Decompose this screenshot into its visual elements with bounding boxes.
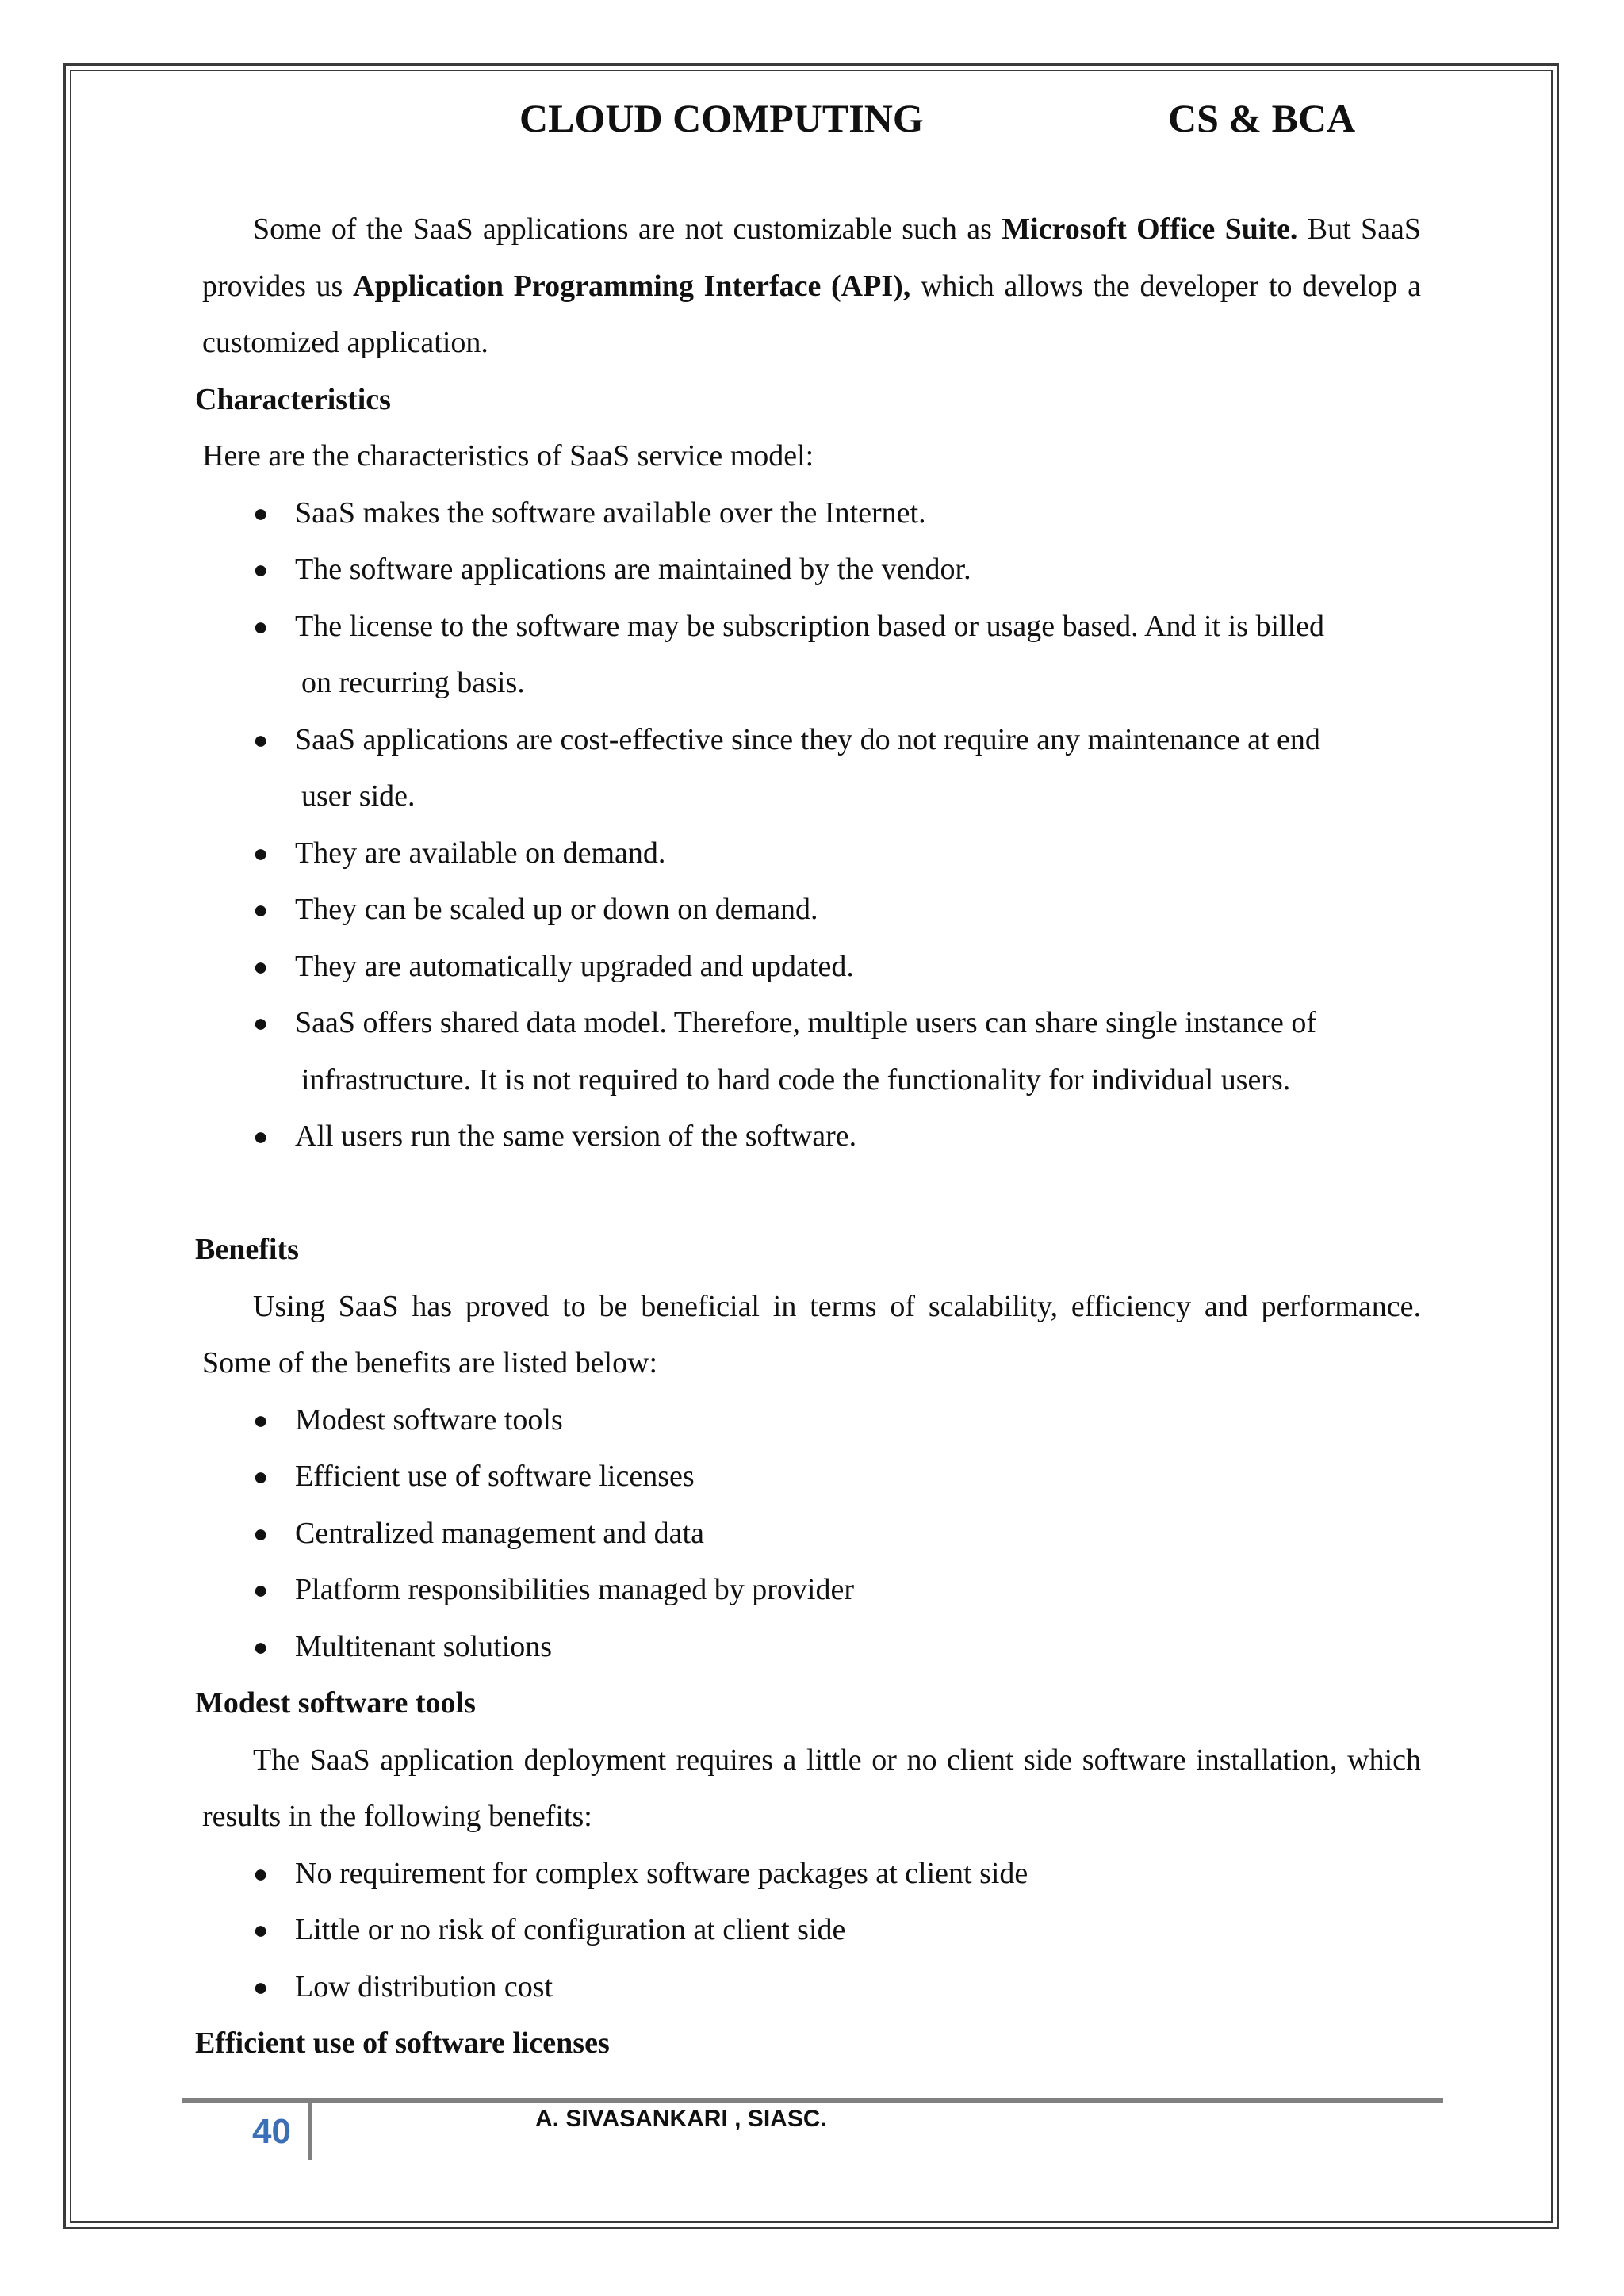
list-item-text: The software applications are maintained by the vendor. xyxy=(295,553,971,586)
list-item-text: SaaS makes the software available over the Internet. xyxy=(295,496,926,530)
intro-bold-1: Microsoft Office Suite. xyxy=(1002,212,1298,246)
bullet-icon: ● xyxy=(253,1858,269,1888)
list-item-text: The license to the software may be subscription based or usage based. And it is billed xyxy=(295,609,1325,643)
bullet-icon: ● xyxy=(253,1972,269,2001)
header-course: CS & BCA xyxy=(1168,96,1356,140)
intro-text-3: which allows the developer to develop a customized application. xyxy=(202,269,1421,359)
list-item-text: Centralized management and data xyxy=(295,1516,704,1550)
bullet-icon: ● xyxy=(253,611,269,641)
list-item xyxy=(195,939,1421,996)
list-item-text: They are available on demand. xyxy=(295,836,666,870)
list-item xyxy=(195,1108,1421,1165)
intro-bold-2: Application Programming Interface (API), xyxy=(353,269,911,303)
page-number: 40 xyxy=(252,2112,291,2151)
list-item-text: They are automatically upgraded and updated. xyxy=(295,949,854,983)
modest-tools-list xyxy=(195,1846,1421,2016)
bullet-icon: ● xyxy=(253,1632,269,1661)
bullet-icon: ● xyxy=(253,951,269,981)
modest-tools-lead: The SaaS application deployment requires a little or no client side software installation, which results in the following benefits: xyxy=(202,1743,1421,1833)
list-item xyxy=(195,1392,1421,1449)
characteristics-lead: Here are the characteristics of SaaS service model: xyxy=(202,439,814,473)
list-item-text: Platform responsibilities managed by provider xyxy=(295,1573,854,1606)
list-item-text: Modest software tools xyxy=(295,1402,563,1437)
bullet-icon: ● xyxy=(253,725,269,754)
list-item xyxy=(195,1619,1421,1676)
page-content xyxy=(195,201,1421,2072)
list-item-continuation: infrastructure. It is not required to hard code the functionality for individual users. xyxy=(301,1062,1291,1096)
list-item-text: SaaS applications are cost-effective since they do not require any maintenance at end xyxy=(295,722,1320,756)
list-item xyxy=(195,1902,1421,1959)
footer-divider xyxy=(308,2103,312,2160)
list-item xyxy=(195,599,1421,712)
footer-author: A. SIVASANKARI , SIASC. xyxy=(535,2106,827,2132)
bullet-icon: ● xyxy=(253,498,269,527)
list-item xyxy=(195,1448,1421,1506)
intro-paragraph xyxy=(195,201,1421,372)
intro-text-1: Some of the SaaS applications are not customizable such as xyxy=(253,212,1002,246)
list-item-text: Low distribution cost xyxy=(295,1969,553,2003)
bullet-icon: ● xyxy=(253,1122,269,1150)
bullet-icon: ● xyxy=(253,1008,269,1037)
list-item-text: Efficient use of software licenses xyxy=(295,1460,695,1493)
bullet-icon: ● xyxy=(253,1518,269,1548)
list-item-continuation: on recurring basis. xyxy=(301,666,525,699)
footer-rule xyxy=(182,2098,1443,2103)
list-item-text: All users run the same version of the software. xyxy=(295,1119,857,1153)
list-item-text: SaaS offers shared data model. Therefore, multiple users can share single instance of xyxy=(295,1006,1317,1039)
characteristics-list xyxy=(195,485,1421,1165)
list-item-text: No requirement for complex software packages at client side xyxy=(295,1856,1028,1890)
bullet-icon: ● xyxy=(253,1405,269,1434)
list-item xyxy=(195,541,1421,599)
list-item-text: Multitenant solutions xyxy=(295,1629,553,1663)
benefits-lead: Using SaaS has proved to be beneficial in terms of scalability, efficiency and performance. Some of the benefits are listed below: xyxy=(202,1289,1421,1380)
bullet-icon: ● xyxy=(253,555,269,584)
intro-text-2: But SaaS provides us xyxy=(202,212,1421,303)
benefits-heading: Benefits xyxy=(195,1233,299,1266)
modest-tools-heading: Modest software tools xyxy=(195,1686,476,1720)
bullet-icon: ● xyxy=(253,1575,269,1604)
list-item-text: They can be scaled up or down on demand. xyxy=(295,893,818,926)
bullet-icon: ● xyxy=(253,838,269,867)
list-item xyxy=(195,485,1421,542)
list-item xyxy=(195,1506,1421,1563)
list-item xyxy=(195,712,1421,825)
efficient-use-heading: Efficient use of software licenses xyxy=(195,2026,610,2060)
list-item xyxy=(195,1846,1421,1903)
list-item-continuation: user side. xyxy=(301,779,416,813)
list-item xyxy=(195,1959,1421,2016)
bullet-icon: ● xyxy=(253,1462,269,1490)
list-item-text: Little or no risk of configuration at client side xyxy=(295,1913,846,1946)
list-item xyxy=(195,825,1421,882)
list-item xyxy=(195,1562,1421,1619)
characteristics-heading: Characteristics xyxy=(195,382,391,416)
header-subject: CLOUD COMPUTING xyxy=(519,96,924,140)
list-item xyxy=(195,882,1421,939)
bullet-icon: ● xyxy=(253,1915,269,1944)
list-item xyxy=(195,995,1421,1108)
benefits-list xyxy=(195,1392,1421,1676)
bullet-icon: ● xyxy=(253,895,269,924)
spacer xyxy=(195,1165,1421,1223)
